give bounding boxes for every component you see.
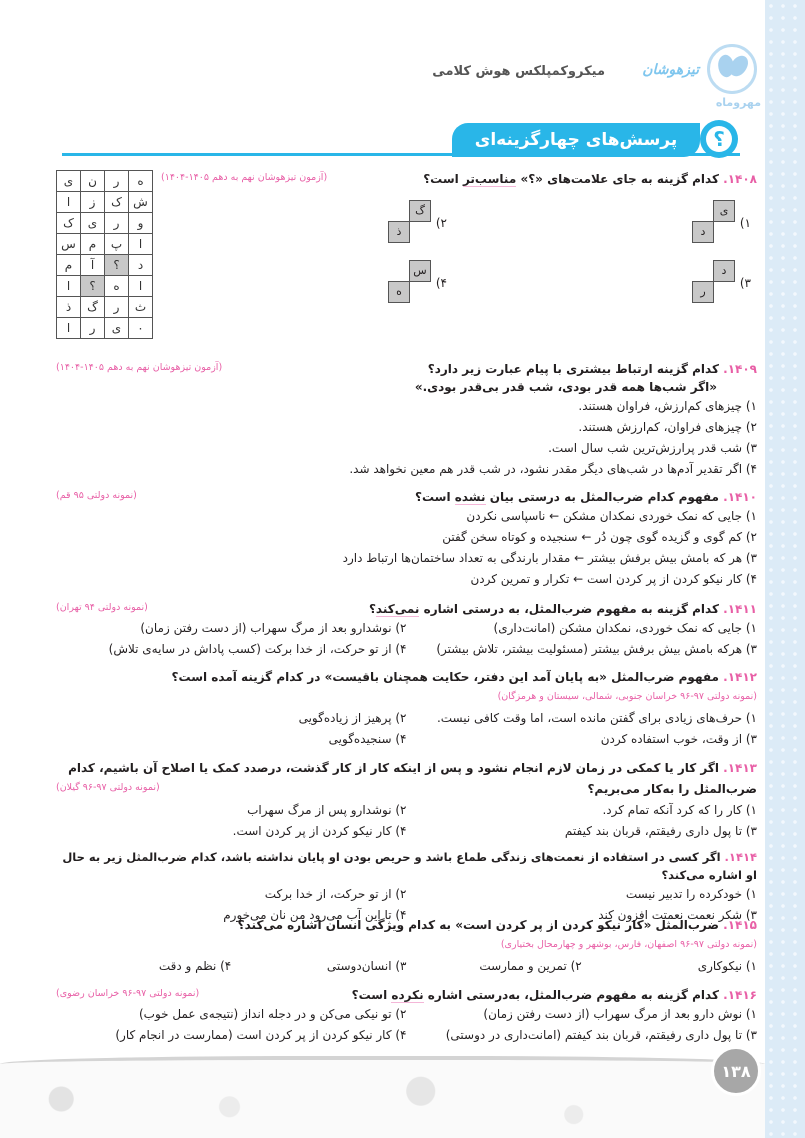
grid-row (57, 192, 153, 213)
grid-cell: ه (129, 171, 153, 192)
grid-cell: ا (57, 318, 81, 339)
grid-cell: پ (105, 234, 129, 255)
option-1[interactable]: ۱) نوش دارو بعد از مرگ سهراب (از دست رفتن زمان) (483, 1007, 757, 1021)
question-1408 (56, 170, 757, 350)
option-4[interactable]: ۴) نظم و دقت (158, 959, 232, 973)
option-1[interactable]: ۱) جایی که نمک خوردی نمکدان مشکن ← ناسپاسی نکردن (466, 509, 757, 523)
question-source: (آزمون تیزهوشان نهم به دهم ۱۴۰۵-۱۴۰۴) (56, 362, 223, 373)
option-2[interactable]: ۲) تمرین و ممارست (479, 959, 582, 973)
option-1[interactable]: ۱) جایی که نمک خوردی، نمکدان مشکن (امانت‌داری) (493, 621, 757, 635)
decorative-footer (0, 1056, 765, 1138)
grid-cell: م (81, 234, 105, 255)
grid-cell: ی (105, 318, 129, 339)
question-1409: ۱۴۰۹. کدام گزینه ارتباط بیشتری با پیام عبارت زیر دارد؟ (آزمون تیزهوشان نهم به دهم ۱۴۰۵-۱۴۰۴) «اگر شب‌ها همه قدر بودی، شب قدر بی‌قدر بودی.» ۱) چیزهای کم‌ارزش، فراوان هستند. ۲) چیزهای فراوان، کم‌ارزش هستند. ۳) شب قدر پرارزش‌ترین شب سال است. ۴) اگر تقدیر آدم‌ها در شب‌های دیگر مقدر نشود، در شب قدر هم معین نخواهد شد. (56, 360, 757, 480)
section-title: پرسش‌های چهارگزینه‌ای (452, 123, 700, 157)
grid-row (57, 297, 153, 318)
grid-cell: ی (57, 171, 81, 192)
option-3[interactable]: ۳) انسان‌دوستی (326, 959, 407, 973)
letter-grid (56, 170, 153, 339)
question-1415: ۱۴۱۵. ضرب‌المثل «کار نیکو کردن از پر کردن است» به کدام ویژگی انسان اشاره می‌کند؟ (نمونه دولتی ۹۷-۹۶ اصفهان، فارس، بوشهر و چهارمحال بختیاری) ۱) نیکوکاری ۲) تمرین و ممارست ۳) انسان‌دوستی ۴) نظم و دقت (56, 916, 757, 977)
grid-cell: ک (105, 192, 129, 213)
question-1416: ۱۴۱۶. کدام گزینه به مفهوم ضرب‌المثل، به‌درستی اشاره نکرده است؟ (نمونه دولتی ۹۷-۹۶ خراسان رضوی) ۱) نوش دارو بعد از مرگ سهراب (از دست رفتن زمان) ۲) تو نیکی می‌کن و در دجله انداز (نتیجه‌ی عمل خوب) ۳) تا پول داری رفیقتم، قربان بند کیفتم (امانت‌داری در دوستی) ۴) کار نیکو کردن از پر کردن است (ممارست در انجام کار) (56, 986, 757, 1046)
question-1411: ۱۴۱۱. کدام گزینه به مفهوم ضرب‌المثل، به درستی اشاره نمی‌کند؟ (نمونه دولتی ۹۴ تهران) ۱) جایی که نمک خوردی، نمکدان مشکن (امانت‌داری) ۲) نوشدارو بعد از مرگ سهراب (از دست رفتن زمان) ۳) هرکه بامش بیش برفش بیشتر (مسئولیت بیشتر، تلاش بیشتر) ۴) از تو حرکت، از خدا برکت (کسب پاداش در سایه‌ی تلاش) (56, 600, 757, 660)
grid-row (57, 213, 153, 234)
grid-cell: ۰ (129, 318, 153, 339)
grid-cell: ا (57, 192, 81, 213)
option-2[interactable]: ۲) پرهیز از زیاده‌گویی (298, 711, 407, 725)
quote: «اگر شب‌ها همه قدر بودی، شب قدر بی‌قدر بودی.» (414, 380, 717, 394)
publisher-name: مهروماه (715, 96, 761, 109)
option-4[interactable]: ۴) از تو حرکت، از خدا برکت (کسب پاداش در سایه‌ی تلاش) (108, 642, 407, 656)
grid-row (57, 171, 153, 192)
option-1[interactable]: ۱) کار را که کرد آنکه تمام کرد. (602, 803, 757, 817)
option-3[interactable]: ۳) د ر (691, 260, 751, 306)
grid-cell: ث (129, 297, 153, 318)
question-source: (نمونه دولتی ۹۷-۹۶ خراسان رضوی) (56, 988, 200, 999)
grid-cell: ه (105, 276, 129, 297)
grid-cell: و (129, 213, 153, 234)
butterfly-logo-icon (707, 44, 757, 94)
option-2[interactable]: ۲) گ ذ (387, 200, 447, 246)
series-brand: تیزهوشان (642, 62, 699, 78)
question-source: (نمونه دولتی ۹۴ تهران) (56, 602, 148, 613)
option-1[interactable]: ۱) چیزهای کم‌ارزش، فراوان هستند. (578, 399, 757, 413)
questions-area (56, 170, 757, 1068)
option-2[interactable]: ۲) کم گوی و گزیده گوی چون دُر ← سنجیده و کوتاه سخن گفتن (442, 530, 757, 544)
grid-cell: ک (57, 213, 81, 234)
grid-cell: ؟ (81, 276, 105, 297)
grid-cell: ا (129, 234, 153, 255)
grid-cell: ر (81, 318, 105, 339)
book-title: میکروکمپلکس هوش کلامی (432, 64, 605, 79)
grid-cell: گ (81, 297, 105, 318)
question-1414: ۱۴۱۴. اگر کسی در استفاده از نعمت‌های زندگی طماع باشد و حریص بودن او پایان نداشته باشد، کدام ضرب‌المثل زیر به حال او اشاره می‌کند؟ ۱) خودکرده را تدبیر نیست ۲) از تو حرکت، از خدا برکت ۳) شکر نعمت نعمتت افزون کند ۴) تا این آب می‌رود من نان می‌خورم (56, 848, 757, 926)
question-source: (نمونه دولتی ۹۷-۹۶ اصفهان، فارس، بوشهر و چهارمحال بختیاری) (500, 939, 757, 950)
grid-cell: م (57, 255, 81, 276)
option-2[interactable]: ۲) از تو حرکت، از خدا برکت (264, 887, 407, 901)
option-4[interactable]: ۴) کار نیکو کردن از پر کردن است (ممارست در انجام کار) (115, 1028, 407, 1042)
page-header (405, 40, 765, 110)
grid-cell: ر (105, 297, 129, 318)
option-1[interactable]: ۱) حرف‌های زیادی برای گفتن مانده است، اما وقت کافی نیست. (436, 711, 757, 725)
option-4[interactable]: ۴) سنجیده‌گویی (328, 732, 407, 746)
question-source: (نمونه دولتی ۹۷-۹۶ خراسان جنوبی، شمالی، سیستان و هرمزگان) (497, 691, 757, 702)
grid-cell: ن (81, 171, 105, 192)
question-source: (نمونه دولتی ۹۵ قم) (56, 490, 137, 501)
question-number: ۱۴۰۸. (723, 172, 757, 186)
grid-cell: آ (81, 255, 105, 276)
grid-cell: ؟ (105, 255, 129, 276)
grid-row (57, 255, 153, 276)
option-1[interactable]: ۱) ی د (691, 200, 751, 246)
option-3[interactable]: ۳) از وقت، خوب استفاده کردن (600, 732, 757, 746)
question-source: (نمونه دولتی ۹۷-۹۶ گیلان) (56, 782, 160, 793)
grid-row (57, 234, 153, 255)
option-4[interactable]: ۴) کار نیکو کردن از پر کردن است. (232, 824, 407, 838)
option-3[interactable]: ۳) تا پول داری رفیقتم، قربان بند کیفتم (564, 824, 757, 838)
option-4[interactable]: ۴) س ه (387, 260, 447, 306)
grid-cell: د (129, 255, 153, 276)
question-source: (آزمون تیزهوشان نهم به دهم ۱۴۰۵-۱۴۰۴) (161, 172, 328, 183)
option-2[interactable]: ۲) نوشدارو پس از مرگ سهراب (247, 803, 407, 817)
option-1[interactable]: ۱) نیکوکاری (697, 959, 757, 973)
option-2[interactable]: ۲) نوشدارو بعد از مرگ سهراب (از دست رفتن زمان) (140, 621, 407, 635)
grid-row (57, 318, 153, 339)
grid-row (57, 276, 153, 297)
grid-cell: ا (57, 276, 81, 297)
option-2[interactable]: ۲) چیزهای فراوان، کم‌ارزش هستند. (578, 420, 757, 434)
grid-cell: س (57, 234, 81, 255)
question-text: ۱۴۰۸. کدام گزینه به جای علامت‌های «؟» مناسب‌تر است؟ (423, 172, 757, 186)
page-number: ۱۳۸ (711, 1046, 761, 1096)
option-3[interactable]: ۳) تا پول داری رفیقتم، قربان بند کیفتم (امانت‌داری در دوستی) (445, 1028, 757, 1042)
option-3[interactable]: ۳) هر که بامش بیش برفش بیشتر ← مقدار بارندگی به تعداد ساختمان‌ها ارتباط دارد (342, 551, 757, 565)
question-mark-icon: ؟ (700, 120, 738, 158)
grid-cell: ذ (57, 297, 81, 318)
grid-cell: ر (105, 213, 129, 234)
question-1410: ۱۴۱۰. مفهوم کدام ضرب‌المثل به درستی بیان نشده است؟ (نمونه دولتی ۹۵ قم) ۱) جایی که نمک خوردی نمکدان مشکن ← ناسپاسی نکردن ۲) کم گوی و گزیده گوی چون دُر ← سنجیده و کوتاه سخن گفتن ۳) هر که بامش بیش برفش بیشتر ← مقدار بارندگی به تعداد ساختمان‌ها ارتباط دارد ۴) کار نیکو کردن از پر کردن است ← تکرار و تمرین کردن (56, 488, 757, 590)
grid-cell: ز (81, 192, 105, 213)
question-1413: ۱۴۱۳. اگر کار یا کمکی در زمان لازم انجام نشود و پس از اینکه کار از کار گذشت، درصدد کمک یا اصلاح آن باشیم، کدام ضرب‌المثل را به‌کار می‌بریم؟ (نمونه دولتی ۹۷-۹۶ گیلان) ۱) کار را که کرد آنکه تمام کرد. ۲) نوشدارو پس از مرگ سهراب ۳) تا پول داری رفیقتم، قربان بند کیفتم ۴) کار نیکو کردن از پر کردن است. (56, 758, 757, 842)
decorative-side-strip (765, 0, 805, 1138)
grid-cell: ا (129, 276, 153, 297)
option-4[interactable]: ۴) کار نیکو کردن از پر کردن است ← تکرار و تمرین کردن (470, 572, 757, 586)
grid-cell: ی (81, 213, 105, 234)
option-4[interactable]: ۴) تا این آب می‌رود من نان می‌خورم (223, 908, 407, 922)
option-3[interactable]: ۳) هرکه بامش بیش برفش بیشتر (مسئولیت بیشتر، تلاش بیشتر) (436, 642, 757, 656)
option-1[interactable]: ۱) خودکرده را تدبیر نیست (625, 887, 757, 901)
option-2[interactable]: ۲) تو نیکی می‌کن و در دجله انداز (نتیجه‌ی عمل خوب) (138, 1007, 407, 1021)
question-1412: ۱۴۱۲. مفهوم ضرب‌المثل «به پایان آمد این دفتر، حکایت همچنان باقیست» در کدام گزینه آمده است؟ (نمونه دولتی ۹۷-۹۶ خراسان جنوبی، شمالی، سیستان و هرمزگان) ۱) حرف‌های زیادی برای گفتن مانده است، اما وقت کافی نیست. ۲) پرهیز از زیاده‌گویی ۳) از وقت، خوب استفاده کردن ۴) سنجیده‌گویی (56, 668, 757, 750)
grid-cell: ر (105, 171, 129, 192)
option-3[interactable]: ۳) شب قدر پرارزش‌ترین شب سال است. (548, 441, 757, 455)
option-4[interactable]: ۴) اگر تقدیر آدم‌ها در شب‌های دیگر مقدر نشود، در شب قدر هم معین نخواهد شد. (349, 462, 757, 476)
grid-cell: ش (129, 192, 153, 213)
option-3[interactable]: ۳) شکر نعمت نعمتت افزون کند (598, 908, 757, 922)
